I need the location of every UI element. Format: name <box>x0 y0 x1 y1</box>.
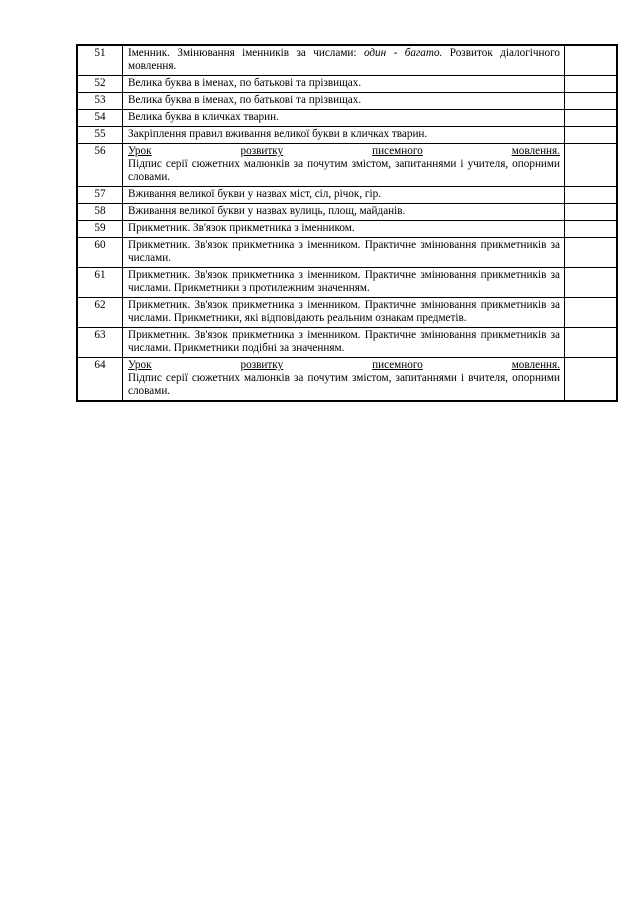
lesson-topic: Прикметник. Зв'язок прикметника з іменником. Практичне змінювання прикметників за числами. Прикметники, які відповідають реальним ознакам предметів. <box>123 298 565 328</box>
lesson-number: 60 <box>77 238 123 268</box>
lesson-topic <box>123 144 565 187</box>
table-row <box>77 268 617 298</box>
lesson-heading <box>128 359 560 372</box>
lesson-number: 61 <box>77 268 123 298</box>
table-row <box>77 127 617 144</box>
lesson-topic: Велика буква в іменах, по батькові та прізвищах. <box>123 76 565 93</box>
lesson-number: 59 <box>77 221 123 238</box>
heading-word: писемного <box>372 359 423 371</box>
table-row <box>77 298 617 328</box>
lesson-number: 57 <box>77 187 123 204</box>
table-row <box>77 93 617 110</box>
lesson-topic: Прикметник. Зв'язок прикметника з іменником. <box>123 221 565 238</box>
heading-word: мовлення. <box>511 145 560 157</box>
lesson-note <box>565 76 618 93</box>
lesson-topic: Прикметник. Зв'язок прикметника з іменником. Практичне змінювання прикметників за числами. <box>123 238 565 268</box>
lesson-note <box>565 221 618 238</box>
lesson-note <box>565 127 618 144</box>
heading-word: розвитку <box>240 359 284 371</box>
lesson-topic: Прикметник. Зв'язок прикметника з іменником. Практичне змінювання прикметників за числами. Прикметники подібні за значенням. <box>123 328 565 358</box>
topic-text: Розвиток діалогічного мовлення. <box>128 47 560 72</box>
table-row <box>77 110 617 127</box>
table-row <box>77 204 617 221</box>
lesson-heading <box>128 145 560 158</box>
topic-text: Іменник. Змінювання іменників за числами: <box>128 47 364 59</box>
table-row <box>77 358 617 402</box>
lesson-topic: Велика буква в кличках тварин. <box>123 110 565 127</box>
lesson-plan-table <box>76 44 618 402</box>
lesson-number: 53 <box>77 93 123 110</box>
lesson-note <box>565 238 618 268</box>
table-row <box>77 45 617 76</box>
lesson-note <box>565 298 618 328</box>
table-row <box>77 187 617 204</box>
lesson-number: 63 <box>77 328 123 358</box>
lesson-number: 64 <box>77 358 123 402</box>
heading-word: розвитку <box>240 145 284 157</box>
lesson-number: 51 <box>77 45 123 76</box>
lesson-number: 55 <box>77 127 123 144</box>
table-row <box>77 328 617 358</box>
lesson-topic: Закріплення правил вживання великої букви в кличках тварин. <box>123 127 565 144</box>
lesson-number: 52 <box>77 76 123 93</box>
lesson-topic: Прикметник. Зв'язок прикметника з іменником. Практичне змінювання прикметників за числами. Прикметники з протилежним значенням. <box>123 268 565 298</box>
lesson-topic: Вживання великої букви у назвах міст, сіл, річок, гір. <box>123 187 565 204</box>
lesson-note <box>565 110 618 127</box>
topic-emphasis: один - багато. <box>363 47 443 59</box>
topic-text: Підпис серії сюжетних малюнків за почутим змістом, запитаннями і учителя, опорними словами. <box>128 158 560 183</box>
lesson-note <box>565 187 618 204</box>
lesson-note <box>565 93 618 110</box>
lesson-note <box>565 45 618 76</box>
table-row <box>77 76 617 93</box>
heading-word: Урок <box>128 145 152 157</box>
topic-text: Підпис серії сюжетних малюнків за почутим змістом, запитаннями і вчителя, опорними словами. <box>128 372 560 397</box>
lesson-note <box>565 328 618 358</box>
lesson-note <box>565 268 618 298</box>
lesson-number: 54 <box>77 110 123 127</box>
lesson-topic <box>123 358 565 402</box>
heading-word: мовлення. <box>511 359 560 371</box>
table-row <box>77 221 617 238</box>
heading-word: Урок <box>128 359 152 371</box>
table-row <box>77 238 617 268</box>
lesson-number: 56 <box>77 144 123 187</box>
lesson-note <box>565 204 618 221</box>
lesson-topic <box>123 45 565 76</box>
heading-word: писемного <box>372 145 423 157</box>
lesson-note <box>565 358 618 402</box>
lesson-topic: Вживання великої букви у назвах вулиць, площ, майданів. <box>123 204 565 221</box>
lesson-number: 58 <box>77 204 123 221</box>
lesson-note <box>565 144 618 187</box>
lesson-number: 62 <box>77 298 123 328</box>
lesson-topic: Велика буква в іменах, по батькові та прізвищах. <box>123 93 565 110</box>
table-row <box>77 144 617 187</box>
